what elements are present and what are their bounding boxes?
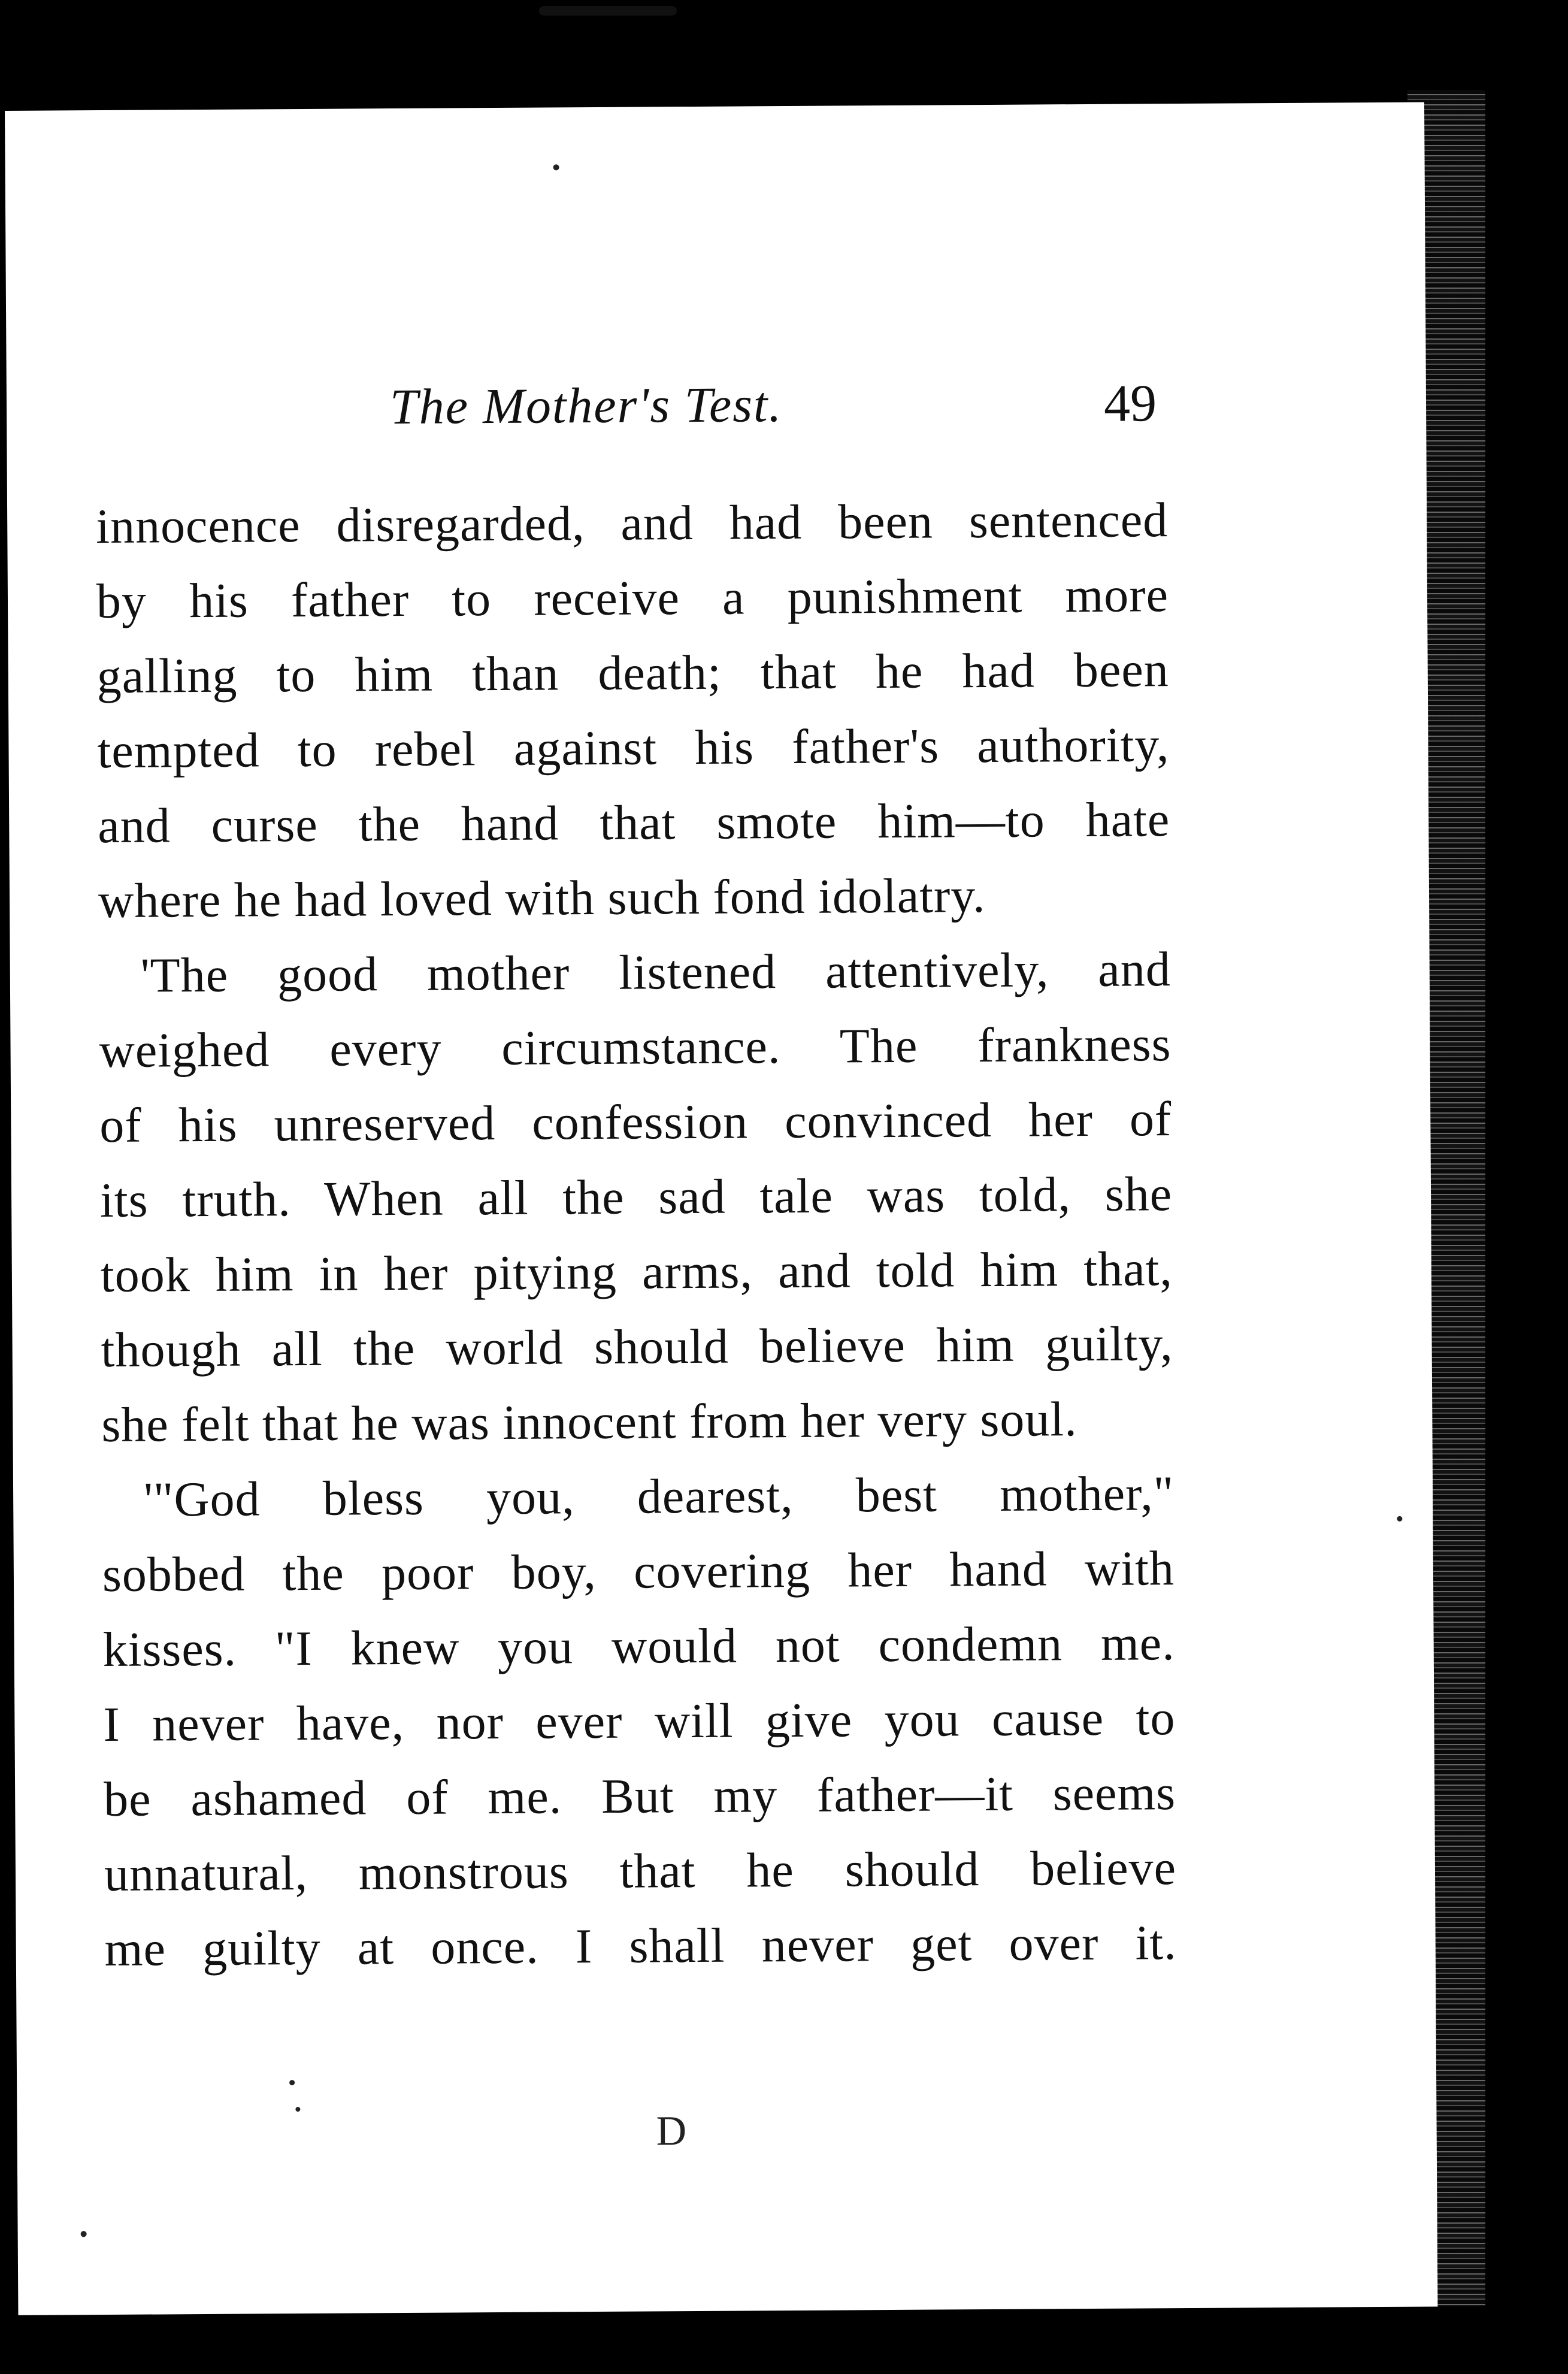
text-line: innocence disregarded, and had been sentenced: [95, 492, 1169, 554]
speck: [553, 164, 559, 170]
body-text: [96, 487, 1177, 1991]
speck: [81, 2231, 87, 2237]
text-line: weighed every circumstance. The frankness: [99, 1017, 1172, 1078]
text-line: kisses. "I knew you would not condemn me.: [102, 1616, 1175, 1677]
text-line: unnatural, monstrous that he should believe: [104, 1840, 1177, 1902]
speck: [1397, 1516, 1402, 1522]
text-line: took him in her pitying arms, and told him that,: [100, 1241, 1173, 1303]
page-number: 49: [1103, 374, 1157, 433]
signature-mark: D: [656, 2108, 687, 2155]
text-line: though all the world should believe him guilty,: [101, 1316, 1173, 1378]
book-page: [5, 102, 1437, 2315]
speck: [289, 2080, 295, 2085]
text-line: tempted to rebel against his father's authority,: [97, 717, 1170, 779]
text-line: and curse the hand that smote him—to hate: [98, 792, 1170, 854]
text-line: of his unreserved confession convinced her of: [99, 1091, 1172, 1153]
text-line: galling to him than death; that he had been: [96, 642, 1170, 704]
text-line: me guilty at once. I shall never get over it.: [104, 1915, 1177, 1977]
text-line: she felt that he was innocent from her very soul.: [101, 1392, 1077, 1453]
text-line: '"God bless you, dearest, best mother,": [143, 1466, 1175, 1527]
text-line: 'The good mother listened attentively, and: [140, 942, 1172, 1003]
text-line: sobbed the poor boy, covering her hand with: [102, 1541, 1175, 1602]
text-line: I never have, nor ever will give you cause to: [103, 1690, 1176, 1752]
text-line: where he had loved with such fond idolatry.: [98, 868, 986, 929]
text-line: be ashamed of me. But my father—it seems: [103, 1765, 1176, 1827]
speck: [295, 2107, 300, 2112]
text-line: its truth. When all the sad tale was told, she: [99, 1166, 1173, 1228]
text-line: by his father to receive a punishment more: [96, 567, 1169, 629]
running-header: [7, 372, 1427, 446]
page-top-scrap: [539, 6, 677, 16]
running-title: The Mother's Test.: [389, 377, 783, 436]
